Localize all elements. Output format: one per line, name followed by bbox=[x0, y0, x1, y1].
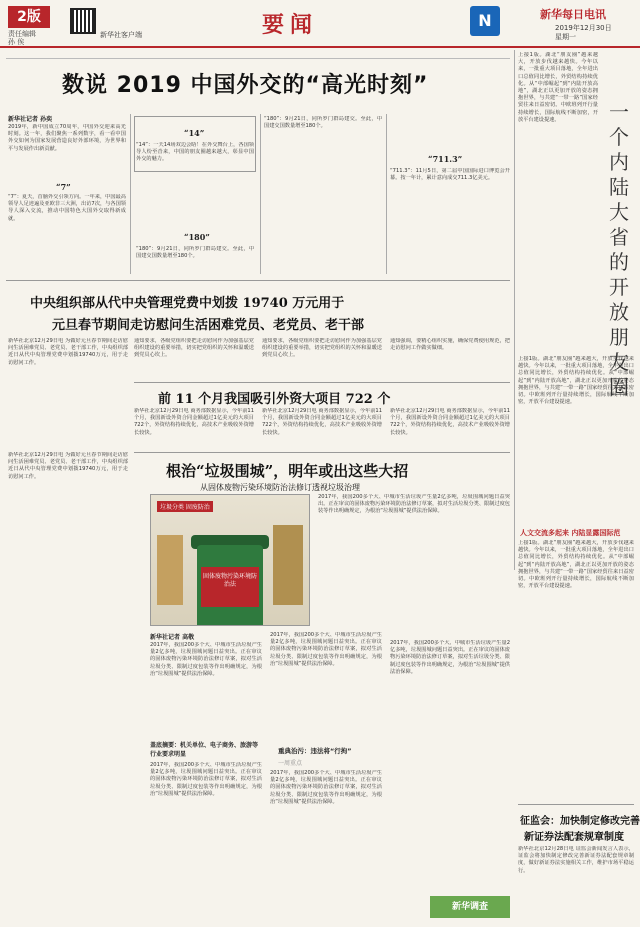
qr-code-icon[interactable] bbox=[70, 8, 96, 34]
article4-text-6: 2017年，我国200多个大、中城市生活垃圾产生量2亿多吨，垃圾围城问题日益突出。正在审议的固体废物污染环境防治法修订草案，拟对生活垃圾分类、限制过度包装等作出明确规定，为根治“垃圾围城”提供法治保障。 bbox=[390, 640, 510, 675]
lead-quote-3: “180” bbox=[184, 232, 210, 242]
building-shape bbox=[157, 535, 183, 605]
column-divider bbox=[130, 114, 131, 274]
article2-text-mid2: 通知要求，各级党组织要把走访慰问作为加强基层党组织建设的重要举措，切实把党组织的关怀和温暖送到党员心坎上。 bbox=[262, 338, 382, 359]
footer-tag[interactable]: 新华调查 bbox=[430, 896, 510, 918]
law-sign: 固体废物污染环境防治法 bbox=[201, 567, 259, 607]
article2-continued: 新华社北京12月29日电 为做好元旦春节期间走访慰问生活困难党员、老党员、老干部工作，中央组织部近日从代中央管理党费中划拨19740万元，用于走访慰问工作。 bbox=[8, 452, 128, 480]
article4-text-1: 2017年，我国200多个大、中城市生活垃圾产生量2亿多吨，垃圾围城问题日益突出。正在审议的固体废物污染环境防治法修订草案，拟对生活垃圾分类、限制过度包装等作出明确规定，为根治“垃圾围城”提供法治保障。 bbox=[150, 642, 262, 677]
article2-text-mid: 通知要求，各级党组织要把走访慰问作为加强基层党组织建设的重要举措，切实把党组织的关怀和温暖送到党员心坎上。 bbox=[134, 338, 254, 359]
illustration-caption: 垃圾分类 固废防治 bbox=[157, 501, 213, 512]
article4-subtitle: 从固体废物污染环境防治法修订透视垃圾治理 bbox=[200, 483, 360, 492]
side-vertical-title[interactable]: 一个内陆大省的开放朋友圈 bbox=[609, 100, 629, 399]
article4-text-3: 2017年，我国200多个大、中城市生活垃圾产生量2亿多吨，垃圾围城问题日益突出。正在审议的固体废物污染环境防治法修订草案，拟对生活垃圾分类、限制过度包装等作出明确规定，为根治“垃圾围城”提供法治保障。 bbox=[270, 632, 382, 667]
editor-name: 孙 俟 bbox=[8, 38, 25, 46]
issue-date bbox=[555, 24, 612, 42]
article4-byline: 新华社记者 高敬 bbox=[150, 634, 195, 641]
section-rule bbox=[134, 382, 510, 383]
page-header bbox=[0, 0, 640, 48]
lead-paragraph-3: “14”：一天14场双边会晤！在外交舞台上，各国领导人纷至沓来，中国的朋友圈越来越大，彰显中国外交的魅力。 bbox=[136, 142, 254, 163]
qr-label: 新华社客户端 bbox=[100, 31, 142, 39]
article2-text-right: 通知强调，要精心组织实施，确保党费使用规范，把走访慰问工作做实做细。 bbox=[390, 338, 510, 352]
article4-text-5: 2017年，我国200多个大、中城市生活垃圾产生量2亿多吨，垃圾围城问题日益突出。正在审议的固体废物污染环境防治法修订草案，拟对生活垃圾分类、限制过度包装等作出明确规定，为根治“垃圾围城”提供法治保障。 bbox=[318, 494, 510, 515]
editor-label: 责任编辑 bbox=[8, 30, 36, 38]
side-article-text: 上接1版。湖北“朋友圈”越来越大，开放步伐越来越快。今年以来，一批重大项目落地，全年进出口总值同比增长，外贸结构持续优化。从“中部崛起”到“内陆开放高地”，湖北正以更加开放的姿态拥抱世界，与共建“一带一路”国家经贸往来日益密切。中欧班列开行量持续增长，国际航线不断加密，开放平台建设提速。 bbox=[518, 52, 598, 123]
paper-name: 新华每日电讯 bbox=[540, 8, 606, 21]
column-divider bbox=[386, 114, 387, 274]
column-divider bbox=[514, 50, 515, 570]
lead-quote-4: “711.3” bbox=[428, 154, 463, 164]
side-headline-2[interactable]: 征监会：加快制定修改完善 bbox=[520, 816, 640, 827]
article2-text-left: 新华社北京12月29日电 为做好元旦春节期间走访慰问生活困难党员、老党员、老干部工作，中央组织部近日从代中央管理党费中划拨19740万元，用于走访慰问工作。 bbox=[8, 338, 128, 366]
side-bottom-text-2: 新华社北京12月28日电 证监会新闻发言人表示，证监会将加快制定修改完善新证券法配套规章制度，做好新证券法实施相关工作，维护市场平稳运行。 bbox=[518, 846, 634, 874]
article3-text-2: 新华社北京12月29日电 商务部数据显示，今年前11个月，我国新设外资合同金额超过1亿美元的大项目722个，外资结构持续优化，高技术产业吸收外资增长较快。 bbox=[262, 408, 382, 436]
article3-headline[interactable]: 前 11 个月我国吸引外资大项目 722 个 bbox=[158, 392, 391, 407]
article3-text-3: 新华社北京12月29日电 商务部数据显示，今年前11个月，我国新设外资合同金额超过1亿美元的大项目722个，外资结构持续优化，高技术产业吸收外资增长较快。 bbox=[390, 408, 510, 436]
article4-headline[interactable]: 根治“垃圾围城”，明年或出这些大招 bbox=[166, 462, 409, 480]
date-line: 2019年12月30日 bbox=[555, 24, 612, 32]
article2-headline-line2[interactable]: 元旦春节期间走访慰问生活困难党员、老党员、老干部 bbox=[52, 318, 365, 333]
lead-byline: 新华社记者 孙奕 bbox=[8, 116, 53, 123]
paper-logo-icon: N bbox=[470, 6, 500, 36]
lead-paragraph-6: “711.3”：11月5日，第二届中国国际进口博览会开幕。按一年计，累计意向成交711.3亿美元。 bbox=[390, 168, 510, 182]
side-bottom-text: 上接1版。湖北“朋友圈”越来越大，开放步伐越来越快。今年以来，一批重大项目落地，全年进出口总值同比增长，外贸结构持续优化。从“中部崛起”到“内陆开放高地”，湖北正以更加开放的姿态拥抱世界，与共建“一带一路”国家经贸往来日益密切。中欧班列开行量持续增长，国际航线不断加密，开放平台建设提速。 bbox=[518, 540, 634, 590]
building-shape bbox=[273, 525, 303, 605]
side-article-text-2: 上接1版。湖北“朋友圈”越来越大，开放步伐越来越快。今年以来，一批重大项目落地，全年进出口总值同比增长，外贸结构持续优化。从“中部崛起”到“内陆开放高地”，湖北正以更加开放的姿态拥抱世界，与共建“一带一路”国家经贸往来日益密切。中欧班列开行量持续增长，国际航线不断加密，开放平台建设提速。 bbox=[518, 356, 634, 406]
side-box-title[interactable]: 人文交流多起来 内陆显露国际范 bbox=[520, 529, 621, 537]
article4-text-2: 2017年，我国200多个大、中城市生活垃圾产生量2亿多吨，垃圾围城问题日益突出。正在审议的固体废物污染环境防治法修订草案，拟对生活垃圾分类、限制过度包装等作出明确规定，为根治“垃圾围城”提供法治保障。 bbox=[150, 762, 262, 797]
column-divider bbox=[260, 114, 261, 274]
lead-quote-2: “14” bbox=[184, 128, 205, 138]
article4-subhead-2: 重典治污：违法将“行拘” bbox=[278, 747, 352, 755]
lead-paragraph-1: 2019年，新中国成立70周年，中国外交迎来高光时刻。这一年，我们聚焦一系列数字，看一看中国外交如何为国家发展营造良好外部环境，为世界和平与发展作出新贡献。 bbox=[8, 124, 126, 152]
lead-paragraph-2: “7”：夏天，首脑外交引领方向。一年来，中国最高领导人足迹遍及亚欧非三大洲，出访7次，与各国领导人深入交流，推动中国特色大国外交取得新成就。 bbox=[8, 194, 126, 222]
section-rule bbox=[134, 452, 510, 453]
lead-headline[interactable]: 数说 2019 中国外交的“高光时刻” bbox=[62, 73, 429, 98]
lead-paragraph-5: “180”：9月21日，同所罗门群岛建交。至此，中国建交国数量增至180个。 bbox=[264, 116, 382, 130]
garbage-illustration bbox=[150, 494, 310, 626]
lead-paragraph-4: “180”：9月21日，同所罗门群岛建交。至此，中国建交国数量增至180个。 bbox=[136, 246, 254, 260]
article4-text-4: 2017年，我国200多个大、中城市生活垃圾产生量2亿多吨，垃圾围城问题日益突出。正在审议的固体废物污染环境防治法修订草案，拟对生活垃圾分类、限制过度包装等作出明确规定，为根治“垃圾围城”提供法治保障。 bbox=[270, 770, 382, 805]
article2-headline-line1[interactable]: 中央组织部从代中央管理党费中划拨 19740 万元用于 bbox=[30, 296, 345, 311]
side-headline-3[interactable]: 新证券法配套规章制度 bbox=[524, 832, 624, 843]
page-number: 2版 bbox=[8, 6, 50, 28]
weekday: 星期一 bbox=[555, 33, 576, 41]
editor-credit bbox=[8, 30, 36, 46]
section-mark: 一周重点 bbox=[278, 760, 303, 767]
section-title: 要闻 bbox=[262, 12, 319, 38]
section-rule bbox=[6, 280, 510, 281]
article3-text-1: 新华社北京12月29日电 商务部数据显示，今年前11个月，我国新设外资合同金额超过1亿美元的大项目722个，外资结构持续优化，高技术产业吸收外资增长较快。 bbox=[134, 408, 254, 436]
section-rule bbox=[518, 804, 634, 805]
article4-subhead-1: 盖底摘要：机关单位、电子商务、旅游等行业要求明显 bbox=[150, 742, 259, 758]
lead-quote-1: “7” bbox=[56, 182, 71, 192]
